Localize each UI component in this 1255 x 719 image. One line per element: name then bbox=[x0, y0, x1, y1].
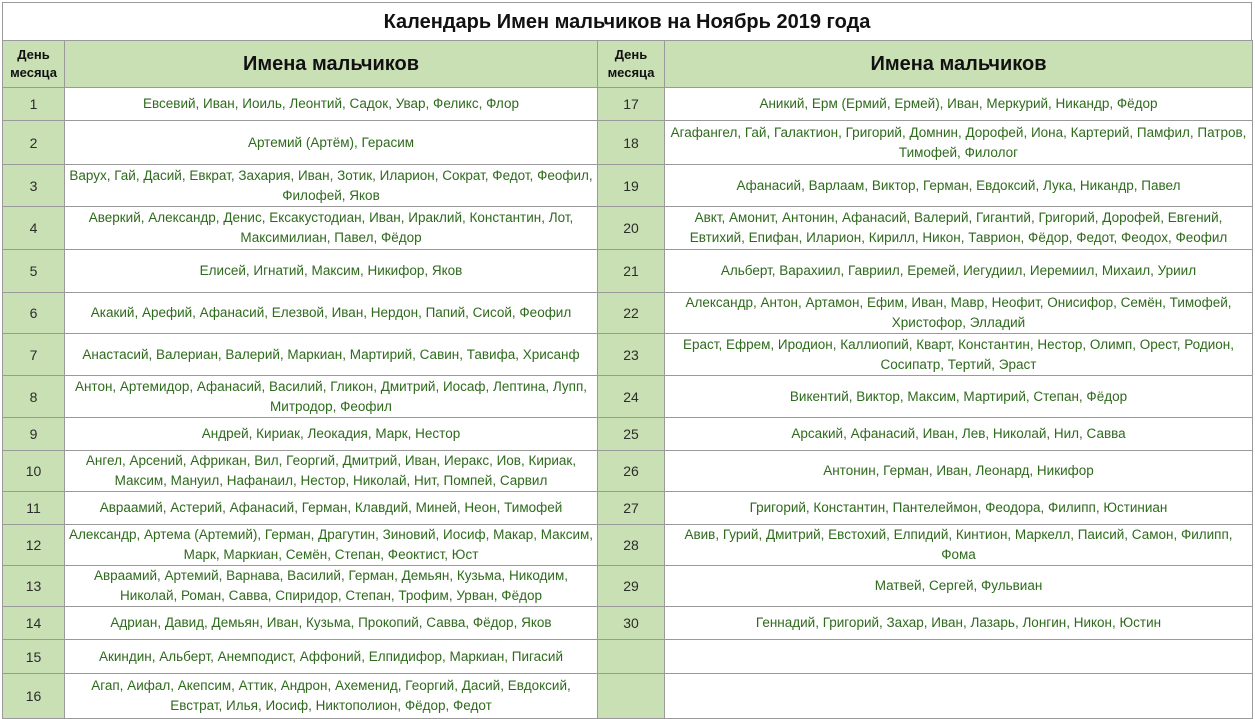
left-names-cell: Антон, Артемидор, Афанасий, Василий, Гликон, Дмитрий, Иосаф, Лептина, Лупп, Митродор, Феофил bbox=[65, 376, 598, 418]
table-row bbox=[3, 525, 1253, 566]
left-day-cell: 13 bbox=[3, 566, 65, 607]
left-names-cell: Адриан, Давид, Демьян, Иван, Кузьма, Прокопий, Савва, Фёдор, Яков bbox=[65, 607, 598, 640]
left-day-cell: 8 bbox=[3, 376, 65, 418]
right-day-cell: 22 bbox=[598, 293, 665, 334]
table-row bbox=[3, 121, 1253, 165]
left-day-cell: 16 bbox=[3, 674, 65, 719]
calendar-sheet bbox=[2, 2, 1252, 715]
right-day-cell bbox=[598, 640, 665, 674]
right-names-cell: Ераст, Ефрем, Иродион, Каллиопий, Кварт, Константин, Нестор, Олимп, Орест, Родион, Сосипатр, Тертий, Эраст bbox=[665, 334, 1253, 376]
right-day-cell: 30 bbox=[598, 607, 665, 640]
right-names-cell: Викентий, Виктор, Максим, Мартирий, Степан, Фёдор bbox=[665, 376, 1253, 418]
table-row bbox=[3, 451, 1253, 492]
left-names-cell: Александр, Артема (Артемий), Герман, Драгутин, Зиновий, Иосиф, Макар, Максим, Марк, Маркиан, Семён, Степан, Феоктист, Юст bbox=[65, 525, 598, 566]
right-names-cell bbox=[665, 640, 1253, 674]
left-day-cell: 10 bbox=[3, 451, 65, 492]
right-day-cell: 28 bbox=[598, 525, 665, 566]
right-day-cell: 21 bbox=[598, 250, 665, 293]
left-day-cell: 3 bbox=[3, 165, 65, 207]
left-names-cell: Акиндин, Альберт, Анемподист, Аффоний, Елпидифор, Маркиан, Пигасий bbox=[65, 640, 598, 674]
right-names-cell: Агафангел, Гай, Галактион, Григорий, Домнин, Дорофей, Иона, Картерий, Памфил, Патров, Тимофей, Филолог bbox=[665, 121, 1253, 165]
header-day-line2: месяца bbox=[607, 65, 655, 80]
left-day-cell: 9 bbox=[3, 418, 65, 451]
right-day-cell bbox=[598, 674, 665, 719]
table-row bbox=[3, 418, 1253, 451]
table-row bbox=[3, 293, 1253, 334]
header-day-line2: месяца bbox=[10, 65, 57, 80]
left-names-cell: Авраамий, Астерий, Афанасий, Герман, Клавдий, Миней, Неон, Тимофей bbox=[65, 492, 598, 525]
table-row bbox=[3, 88, 1253, 121]
table-row bbox=[3, 640, 1253, 674]
right-day-cell: 19 bbox=[598, 165, 665, 207]
right-day-cell: 27 bbox=[598, 492, 665, 525]
left-names-cell: Аверкий, Александр, Денис, Ексакустодиан, Иван, Ираклий, Константин, Лот, Максимилиан, Павел, Фёдор bbox=[65, 207, 598, 250]
header-names-right: Имена мальчиков bbox=[665, 41, 1253, 88]
right-day-cell: 29 bbox=[598, 566, 665, 607]
table-row bbox=[3, 607, 1253, 640]
left-names-cell: Евсевий, Иван, Иоиль, Леонтий, Садок, Увар, Феликс, Флор bbox=[65, 88, 598, 121]
right-day-cell: 23 bbox=[598, 334, 665, 376]
left-names-cell: Артемий (Артём), Герасим bbox=[65, 121, 598, 165]
left-day-cell: 1 bbox=[3, 88, 65, 121]
right-names-cell: Антонин, Герман, Иван, Леонард, Никифор bbox=[665, 451, 1253, 492]
right-names-cell: Матвей, Сергей, Фульвиан bbox=[665, 566, 1253, 607]
names-table bbox=[2, 40, 1253, 719]
left-day-cell: 12 bbox=[3, 525, 65, 566]
right-names-cell bbox=[665, 674, 1253, 719]
page-title: Календарь Имен мальчиков на Ноябрь 2019 года bbox=[2, 2, 1252, 40]
table-body bbox=[3, 88, 1253, 719]
left-day-cell: 14 bbox=[3, 607, 65, 640]
left-names-cell: Ангел, Арсений, Африкан, Вил, Георгий, Дмитрий, Иван, Иеракс, Иов, Кириак, Максим, Мануил, Нафанаил, Нестор, Николай, Нит, Помпей, Сарвил bbox=[65, 451, 598, 492]
table-row bbox=[3, 334, 1253, 376]
right-names-cell: Григорий, Константин, Пантелеймон, Феодора, Филипп, Юстиниан bbox=[665, 492, 1253, 525]
left-names-cell: Елисей, Игнатий, Максим, Никифор, Яков bbox=[65, 250, 598, 293]
header-day-line1: День bbox=[17, 47, 50, 62]
right-day-cell: 26 bbox=[598, 451, 665, 492]
left-names-cell: Агап, Аифал, Акепсим, Аттик, Андрон, Ахеменид, Георгий, Дасий, Евдоксий, Евстрат, Илья, Иосиф, Никтополион, Фёдор, Федот bbox=[65, 674, 598, 719]
right-names-cell: Авкт, Амонит, Антонин, Афанасий, Валерий, Гигантий, Григорий, Дорофей, Евгений, Евтихий, Епифан, Иларион, Кирилл, Никон, Таврион, Фёдор, Федот, Феодох, Феофил bbox=[665, 207, 1253, 250]
table-row bbox=[3, 376, 1253, 418]
left-names-cell: Варух, Гай, Дасий, Евкрат, Захария, Иван, Зотик, Иларион, Сократ, Федот, Феофил, Филофей, Яков bbox=[65, 165, 598, 207]
table-row bbox=[3, 165, 1253, 207]
left-day-cell: 2 bbox=[3, 121, 65, 165]
table-row bbox=[3, 674, 1253, 719]
header-day-left bbox=[3, 41, 65, 88]
right-day-cell: 25 bbox=[598, 418, 665, 451]
left-day-cell: 6 bbox=[3, 293, 65, 334]
right-names-cell: Арсакий, Афанасий, Иван, Лев, Николай, Нил, Савва bbox=[665, 418, 1253, 451]
table-row bbox=[3, 492, 1253, 525]
header-day-right bbox=[598, 41, 665, 88]
left-day-cell: 7 bbox=[3, 334, 65, 376]
right-day-cell: 18 bbox=[598, 121, 665, 165]
left-names-cell: Авраамий, Артемий, Варнава, Василий, Герман, Демьян, Кузьма, Никодим, Николай, Роман, Савва, Спиридор, Степан, Трофим, Урван, Фёдор bbox=[65, 566, 598, 607]
table-row bbox=[3, 207, 1253, 250]
header-names-left: Имена мальчиков bbox=[65, 41, 598, 88]
table-row bbox=[3, 250, 1253, 293]
left-day-cell: 11 bbox=[3, 492, 65, 525]
header-row bbox=[3, 41, 1253, 88]
right-day-cell: 17 bbox=[598, 88, 665, 121]
left-day-cell: 5 bbox=[3, 250, 65, 293]
right-names-cell: Аникий, Ерм (Ермий, Ермей), Иван, Меркурий, Никандр, Фёдор bbox=[665, 88, 1253, 121]
left-names-cell: Акакий, Арефий, Афанасий, Елезвой, Иван, Нердон, Папий, Сисой, Феофил bbox=[65, 293, 598, 334]
left-names-cell: Андрей, Кириак, Леокадия, Марк, Нестор bbox=[65, 418, 598, 451]
table-row bbox=[3, 566, 1253, 607]
right-names-cell: Альберт, Варахиил, Гавриил, Еремей, Иегудиил, Иеремиил, Михаил, Уриил bbox=[665, 250, 1253, 293]
right-names-cell: Афанасий, Варлаам, Виктор, Герман, Евдоксий, Лука, Никандр, Павел bbox=[665, 165, 1253, 207]
right-names-cell: Александр, Антон, Артамон, Ефим, Иван, Мавр, Неофит, Онисифор, Семён, Тимофей, Христофор, Элладий bbox=[665, 293, 1253, 334]
left-day-cell: 4 bbox=[3, 207, 65, 250]
left-day-cell: 15 bbox=[3, 640, 65, 674]
right-names-cell: Геннадий, Григорий, Захар, Иван, Лазарь, Лонгин, Никон, Юстин bbox=[665, 607, 1253, 640]
right-day-cell: 24 bbox=[598, 376, 665, 418]
header-day-line1: День bbox=[614, 47, 648, 62]
right-day-cell: 20 bbox=[598, 207, 665, 250]
left-names-cell: Анастасий, Валериан, Валерий, Маркиан, Мартирий, Савин, Тавифа, Хрисанф bbox=[65, 334, 598, 376]
right-names-cell: Авив, Гурий, Дмитрий, Евстохий, Елпидий, Кинтион, Маркелл, Паисий, Самон, Филипп, Фома bbox=[665, 525, 1253, 566]
